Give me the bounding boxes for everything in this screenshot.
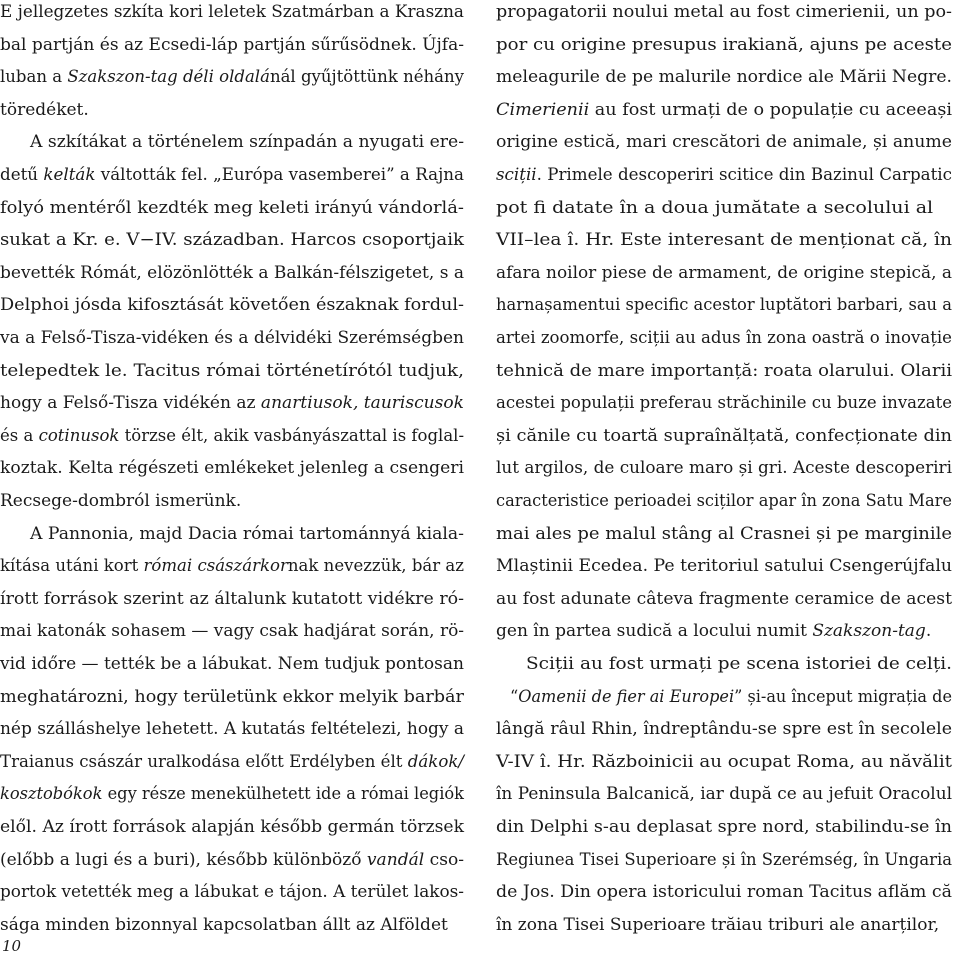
hu-text-line: nép szálláshelye lehetett. A kutatás feltételezi, hogy a [0,719,465,740]
hu-text-line: telepedtek le. Tacitus római történetírótól tudjuk, [0,360,464,381]
ro-text-line: propagatorii noului metal au fost cimerienii, un po- [496,2,952,22]
ro-text-line: Regiunea Tisei Superioare și în Szerémség, în Ungaria [496,849,952,870]
ro-text-line: și cănile cu toartă supraînălțată, confecționate din [496,425,953,446]
ro-text-line: Mlaștinii Ecedea. Pe teritoriul satului Csengerújfalu [496,556,952,577]
hu-text-line: E jellegzetes szkíta kori leletek Szatmárban a Kraszna [0,2,464,22]
hu-text-line: meghatározni, hogy területünk ekkor melyik barbár [0,686,464,707]
hu-text-line: mai katonák sohasem — vagy csak hadjárat során, rö- [0,621,465,642]
ro-text-line: V-IV î. Hr. Războinicii au ocupat Roma, au năvălit [496,751,953,772]
ro-text-line: în zona Tisei Superioare trăiau triburi ale anarților, [496,914,940,935]
hu-text-line: sága minden bizonnyal kapcsolatban állt az Alföldet [0,914,448,935]
ro-text-line: lângă râul Rhin, îndreptându-se spre est în secolele [496,719,953,740]
ro-text-line: acestei populații preferau străchinile cu buze invazate [496,393,953,414]
ro-text-line: mai ales pe malul stâng al Crasnei și pe marginile [496,523,953,544]
hu-text-line: portok vetették meg a lábukat e tájon. A terület lakos- [0,882,464,903]
ro-text-line: pot fi datate în a doua jumătate a secolului al [496,197,934,218]
hu-text-line: detű kelták váltották fel. „Európa vasemberei” a Rajna [0,165,464,185]
ro-text-line: afara noilor piese de armament, de origine stepică, a [496,262,952,283]
ro-text-line: caracteristice perioadei sciților apar în zona Satu Mare [496,491,953,511]
hu-text-line: kítása utáni kort római császárkornak nevezzük, bár az [0,556,464,577]
hu-text-line: kosztobókok egy része menekülhetett ide a római legiók [0,784,465,805]
ro-text-line: “Oamenii de fier ai Europei” și-au început migrația de [510,686,952,707]
hu-text-line: hogy a Felső-Tisza vidékén az anartiusok, tauriscusok [0,393,465,414]
hu-text-line: A Pannonia, majd Dacia római tartománnyá kiala- [30,523,465,544]
hu-text-line: bal partján és az Ecsedi-láp partján sűrűsödnek. Újfa- [0,34,465,55]
hu-text-line: sukat a Kr. e. V−IV. században. Harcos csoportjaik [0,230,465,251]
hu-text-line: írott források szerint az általunk kutatott vidékre ró- [0,588,464,609]
hu-text-line: vid időre — tették be a lábukat. Nem tudjuk pontosan [0,654,464,674]
ro-text-line: de Jos. Din opera istoricului roman Tacitus aflăm că [496,882,952,903]
hu-text-line: va a Felső-Tisza-vidéken és a délvidéki Szerémségben [0,328,464,348]
ro-text-line: sciții. Primele descoperiri scitice din Bazinul Carpatic [496,165,952,185]
ro-text-line: au fost adunate câteva fragmente ceramice de acest [496,588,953,609]
hu-text-line: elől. Az írott források alapján később germán törzsek [0,817,464,837]
hu-text-line: (előbb a lugi és a buri), később különböző vandál cso- [0,849,465,870]
ro-text-line: meleagurile de pe malurile nordice ale Mării Negre. [496,67,953,88]
ro-text-line: harnașamentui specific acestor luptători barbari, sau a [496,295,952,316]
hu-text-line: A szkítákat a történelem színpadán a nyugati ere- [30,132,465,153]
ro-text-line: artei zoomorfe, sciții au adus în zona oastră o inovație [496,328,952,348]
ro-text-line: VII–lea î. Hr. Este interesant de menționat că, în [496,230,952,251]
ro-text-line: Cimerienii au fost urmați de o populație cu aceeași [496,99,952,120]
hu-text-line: folyó mentéről kezdték meg keleti irányú vándorlá- [0,197,464,218]
hu-text-line: Traianus császár uralkodása előtt Erdélyben élt dákok/ [0,751,464,772]
hu-text-line: bevették Rómát, elözönlötték a Balkán-félszigetet, s a [0,262,465,283]
hu-text-line: luban a Szakszon-tag déli oldalánál gyűjtöttünk néhány [0,67,464,88]
hu-text-line: töredéket. [0,99,89,120]
ro-text-line: tehnică de mare importanță: roata olarului. Olarii [496,360,953,381]
hu-text-line: Recsege-dombról ismerünk. [0,491,242,511]
ro-text-line: por cu origine presupus irakiană, ajuns pe aceste [496,34,953,55]
page-number: 10 [2,937,22,955]
hu-text-line: Delphoi jósda kifosztását követően északnak fordul- [0,295,465,316]
ro-text-line: Sciții au fost urmați pe scena istoriei de celți. [526,654,953,674]
ro-text-line: lut argilos, de culoare maro și gri. Aceste descoperiri [496,458,952,479]
hu-text-line: koztak. Kelta régészeti emlékeket jelenleg a csengeri [0,458,465,479]
ro-text-line: gen în partea sudică a locului numit Szakszon-tag. [496,621,932,642]
hu-text-line: és a cotinusok törzse élt, akik vasbányászattal is foglal- [0,425,465,446]
ro-text-line: origine estică, mari crescători de animale, și anume [496,132,953,153]
ro-text-line: în Peninsula Balcanică, iar după ce au jefuit Oracolul [496,784,953,805]
ro-text-line: din Delphi s-au deplasat spre nord, stabilindu-se în [496,817,952,837]
